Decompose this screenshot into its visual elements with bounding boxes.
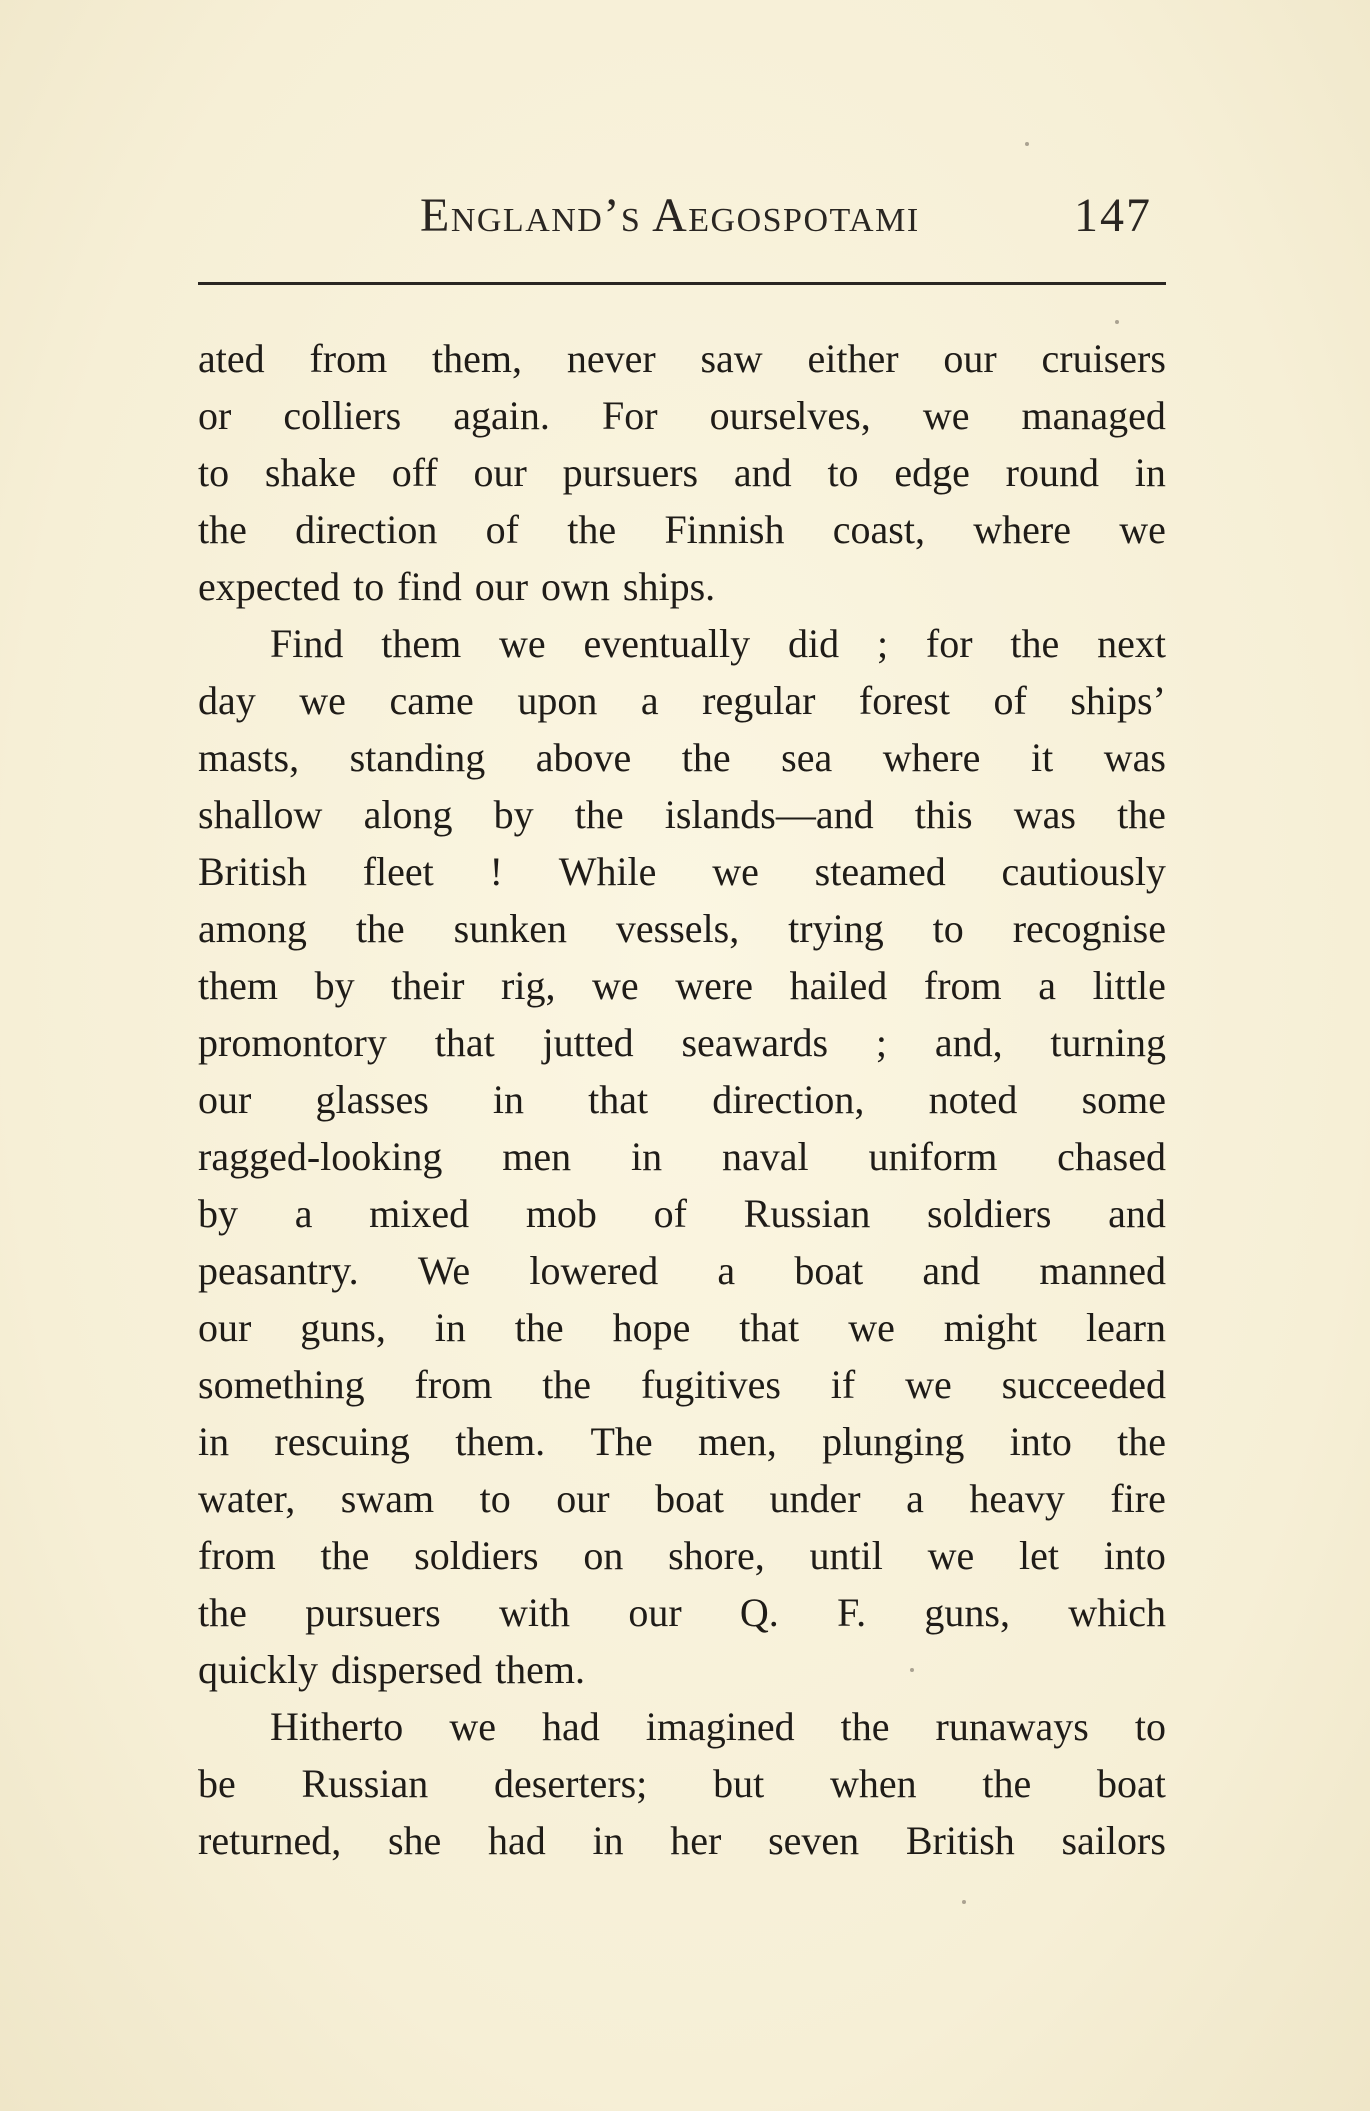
text-line (198, 1185, 1166, 1242)
word: we (299, 678, 346, 723)
word: sailors (1061, 1818, 1166, 1863)
word: the (574, 792, 624, 837)
word: upon (517, 678, 598, 723)
text-line (198, 501, 1166, 558)
word: steamed (814, 849, 946, 894)
word: trying (788, 906, 884, 951)
word: the (1117, 792, 1166, 837)
word: fleet (362, 849, 434, 894)
word: ourselves, (709, 393, 871, 438)
word: a (717, 1248, 736, 1293)
word: until (809, 1533, 883, 1578)
text-line (198, 1071, 1166, 1128)
word: Russian (743, 1191, 871, 1236)
word: our (474, 564, 529, 609)
word: them. (455, 1419, 546, 1464)
text-line (198, 387, 1166, 444)
word: on (583, 1533, 624, 1578)
text-line (198, 1470, 1166, 1527)
word: British (198, 849, 307, 894)
word: direction (295, 507, 438, 552)
word: the (542, 1362, 592, 1407)
word: the (567, 507, 617, 552)
word: in (1134, 450, 1166, 495)
word: guns, (300, 1305, 386, 1350)
word: in (434, 1305, 466, 1350)
word: chased (1057, 1134, 1166, 1179)
word: of (485, 507, 519, 552)
word: lowered (529, 1248, 659, 1293)
word: them (198, 963, 278, 1008)
word: edge (894, 450, 970, 495)
word: to (827, 450, 859, 495)
word: into (1009, 1419, 1072, 1464)
word: a (1038, 963, 1056, 1008)
word: in (592, 1818, 624, 1863)
word: to (479, 1476, 511, 1521)
word: her (670, 1818, 722, 1863)
word: seawards (681, 1020, 829, 1065)
word: The (590, 1419, 653, 1464)
word: from (414, 1362, 493, 1407)
word: in (630, 1134, 663, 1179)
paper-speck (1025, 142, 1029, 146)
paper-speck (1115, 320, 1119, 324)
word: ! (489, 849, 503, 894)
word: that (434, 1020, 495, 1065)
word: recognise (1012, 906, 1166, 951)
word: succeeded (1001, 1362, 1166, 1407)
text-line (198, 1812, 1166, 1869)
word: but (713, 1761, 765, 1806)
text-line (198, 1299, 1166, 1356)
word: cruisers (1041, 336, 1166, 381)
word: ships. (622, 564, 716, 609)
word: them (381, 621, 462, 666)
word: promontory (198, 1020, 387, 1065)
word: it (1030, 735, 1054, 780)
text-line (198, 1014, 1166, 1071)
word: a (294, 1191, 313, 1236)
word: the (320, 1533, 370, 1578)
word: cautiously (1001, 849, 1166, 894)
word: a (640, 678, 659, 723)
word: the (198, 1590, 247, 1635)
word: day (198, 678, 256, 723)
word: our (473, 450, 527, 495)
word: this (914, 792, 973, 837)
word: and (1108, 1191, 1166, 1236)
word: plunging (822, 1419, 965, 1464)
word: the (355, 906, 405, 951)
word: dispersed (330, 1647, 483, 1692)
word: mob (525, 1191, 597, 1236)
word: ships’ (1070, 678, 1166, 723)
word: did (787, 621, 840, 666)
text-line (198, 1242, 1166, 1299)
word: heavy (969, 1476, 1065, 1521)
word: had (488, 1818, 546, 1863)
word: from (309, 336, 388, 381)
word: we (592, 963, 639, 1008)
word: the (1117, 1419, 1166, 1464)
word: the (982, 1761, 1032, 1806)
word: swam (340, 1476, 435, 1521)
word: either (807, 336, 899, 381)
word: from (923, 963, 1002, 1008)
word: rescuing (274, 1419, 410, 1464)
word: them, (432, 336, 522, 381)
word: came (389, 678, 474, 723)
word: which (1068, 1590, 1166, 1635)
word: soldiers (414, 1533, 539, 1578)
page-number: 147 (1074, 189, 1152, 242)
word: sea (781, 735, 833, 780)
word: we (499, 621, 546, 666)
word: shore, (668, 1533, 765, 1578)
word: own (541, 564, 610, 609)
word: again. (453, 393, 550, 438)
word: never (566, 336, 656, 381)
word: to (353, 564, 385, 609)
word: that (739, 1305, 800, 1350)
word: men (502, 1134, 572, 1179)
word: saw (700, 336, 763, 381)
text-line (198, 1698, 1166, 1755)
word: fugitives (640, 1362, 781, 1407)
word: ragged-looking (198, 1134, 443, 1179)
word: naval (721, 1134, 809, 1179)
word: into (1103, 1533, 1166, 1578)
word: by (314, 963, 355, 1008)
word: fire (1110, 1476, 1166, 1521)
word: Find (270, 621, 344, 666)
word: with (498, 1590, 571, 1635)
running-head: England’s Aegospotami (420, 189, 920, 242)
word: to (932, 906, 964, 951)
word: Hitherto (270, 1704, 404, 1749)
text-line (198, 729, 1166, 786)
word: the (840, 1704, 890, 1749)
word: by (493, 792, 534, 837)
page-header (198, 180, 1166, 250)
word: where (973, 507, 1071, 552)
word: rig, (501, 963, 556, 1008)
word: their (391, 963, 465, 1008)
word: was (1103, 735, 1166, 780)
body-text (198, 330, 1166, 1869)
word: the (198, 507, 247, 552)
word: We (417, 1248, 471, 1293)
paper-speck (962, 1900, 966, 1904)
word: regular (702, 678, 816, 723)
word: was (1013, 792, 1076, 837)
word: we (848, 1305, 895, 1350)
word: standing (349, 735, 486, 780)
word: turning (1050, 1020, 1166, 1065)
text-line (198, 1755, 1166, 1812)
text-line (198, 900, 1166, 957)
word: we (712, 849, 759, 894)
text-line (198, 1356, 1166, 1413)
word: vessels, (615, 906, 740, 951)
paper-speck (910, 1668, 914, 1672)
word: guns, (924, 1590, 1010, 1635)
word: noted (928, 1077, 1018, 1122)
word: some (1081, 1077, 1166, 1122)
text-line (198, 444, 1166, 501)
word: she (387, 1818, 442, 1863)
word: imagined (645, 1704, 795, 1749)
word: managed (1021, 393, 1166, 438)
word: of (653, 1191, 687, 1236)
word: water, (198, 1476, 296, 1521)
word: we (922, 393, 970, 438)
word: soldiers (927, 1191, 1052, 1236)
word: men, (697, 1419, 777, 1464)
word: or (198, 393, 232, 438)
word: if (830, 1362, 856, 1407)
header-rule (198, 282, 1166, 285)
word: for (925, 621, 973, 666)
word: had (541, 1704, 600, 1749)
word: pursuers (562, 450, 699, 495)
word: under (769, 1476, 861, 1521)
word: boat (655, 1476, 724, 1521)
word: hailed (789, 963, 888, 1008)
text-line (198, 330, 1166, 387)
word: colliers (283, 393, 402, 438)
word: sunken (453, 906, 567, 951)
word: deserters; (494, 1761, 648, 1806)
word: masts, (198, 735, 300, 780)
word: something (198, 1362, 365, 1407)
word: shake (264, 450, 356, 495)
word: of (993, 678, 1027, 723)
word: our (943, 336, 997, 381)
word: coast, (832, 507, 925, 552)
word: jutted (542, 1020, 634, 1065)
word: our (628, 1590, 682, 1635)
word: manned (1039, 1248, 1166, 1293)
word: that (588, 1077, 649, 1122)
word: Q. (739, 1590, 779, 1635)
word: islands—and (664, 792, 874, 837)
word: returned, (198, 1818, 342, 1863)
word: might (943, 1305, 1038, 1350)
word: hope (612, 1305, 691, 1350)
text-line (198, 558, 1166, 615)
word: were (675, 963, 753, 1008)
word: along (363, 792, 453, 837)
word: let (1018, 1533, 1059, 1578)
word: our (198, 1305, 252, 1350)
word: the (1010, 621, 1060, 666)
text-line (198, 1641, 1166, 1698)
word: above (535, 735, 632, 780)
word: and (733, 450, 792, 495)
word: off (391, 450, 438, 495)
word: in (198, 1419, 230, 1464)
word: be (198, 1761, 236, 1806)
word: For (601, 393, 658, 438)
word: by (198, 1191, 238, 1236)
word: peasantry. (198, 1248, 359, 1293)
word: find (397, 564, 462, 609)
text-line (198, 786, 1166, 843)
text-line (198, 1584, 1166, 1641)
word: the (681, 735, 731, 780)
word: mixed (369, 1191, 470, 1236)
word: shallow (198, 792, 323, 837)
text-line (198, 1128, 1166, 1185)
word: a (906, 1476, 924, 1521)
word: ated (198, 336, 265, 381)
word: round (1005, 450, 1099, 495)
word: runaways (935, 1704, 1089, 1749)
word: to (198, 450, 230, 495)
text-line (198, 1413, 1166, 1470)
word: we (449, 1704, 496, 1749)
word: where (882, 735, 981, 780)
word: our (198, 1077, 252, 1122)
word: little (1092, 963, 1166, 1008)
word: Finnish (664, 507, 785, 552)
word: we (905, 1362, 952, 1407)
word: British (905, 1818, 1015, 1863)
word: learn (1086, 1305, 1166, 1350)
word: While (558, 849, 657, 894)
word: ; (875, 1020, 887, 1065)
word: seven (768, 1818, 860, 1863)
word: them. (495, 1647, 586, 1692)
text-line (198, 1527, 1166, 1584)
word: direction, (712, 1077, 865, 1122)
word: expected (198, 564, 341, 609)
word: glasses (315, 1077, 429, 1122)
word: eventually (583, 621, 751, 666)
text-line (198, 615, 1166, 672)
text-line (198, 957, 1166, 1014)
word: and, (934, 1020, 1003, 1065)
word: F. (837, 1590, 867, 1635)
word: quickly (198, 1647, 318, 1692)
word: we (1119, 507, 1166, 552)
word: next (1097, 621, 1166, 666)
word: forest (858, 678, 950, 723)
word: and (922, 1248, 981, 1293)
word: ; (876, 621, 889, 666)
word: pursuers (305, 1590, 441, 1635)
word: Russian (301, 1761, 429, 1806)
word: the (514, 1305, 564, 1350)
text-line (198, 843, 1166, 900)
word: to (1134, 1704, 1166, 1749)
word: in (492, 1077, 525, 1122)
word: from (198, 1533, 276, 1578)
text-line (198, 672, 1166, 729)
word: our (556, 1476, 610, 1521)
word: when (829, 1761, 917, 1806)
word: we (927, 1533, 975, 1578)
word: among (198, 906, 307, 951)
word: uniform (868, 1134, 998, 1179)
word: boat (794, 1248, 864, 1293)
word: boat (1097, 1761, 1166, 1806)
